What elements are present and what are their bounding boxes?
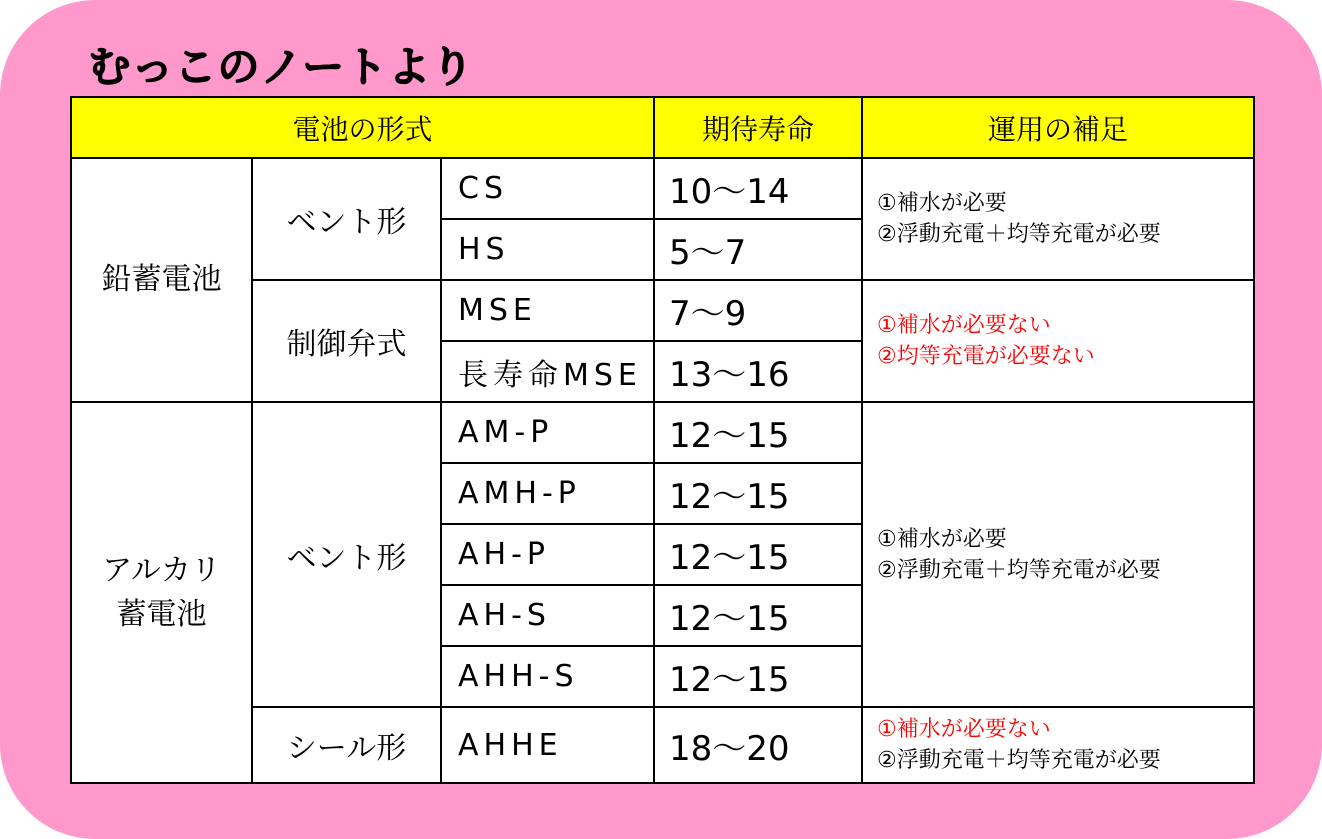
notes-alkaline-sealed (862, 707, 1254, 783)
note-line: ②浮動充電＋均等充電が必要 (877, 748, 1161, 773)
notes-alkaline-vent (862, 402, 1254, 707)
table-row (71, 158, 1254, 219)
form-lead-vent: ベント形 (252, 158, 441, 280)
model-cell: AM-P (441, 402, 654, 463)
life-cell: 18～20 (654, 707, 862, 783)
note-line: ①補水が必要ない (877, 313, 1051, 338)
life-cell: 12～15 (654, 463, 862, 524)
model-cell: AHH-S (441, 646, 654, 707)
header-notes: 運用の補足 (862, 97, 1254, 158)
notes-lead-vent (862, 158, 1254, 280)
model-cell: AH-P (441, 524, 654, 585)
group-alkaline-line1: アルカリ (102, 552, 221, 588)
model-cell: AH-S (441, 585, 654, 646)
group-alkaline (71, 402, 252, 783)
table-row (71, 402, 1254, 463)
header-type: 電池の形式 (71, 97, 654, 158)
model-cell: AMH-P (441, 463, 654, 524)
life-cell: 13～16 (654, 341, 862, 402)
group-lead: 鉛蓄電池 (71, 158, 252, 402)
note-line: ①補水が必要ない (877, 717, 1051, 742)
group-alkaline-line2: 蓄電池 (116, 596, 207, 632)
model-cell: CS (441, 158, 654, 219)
note-line: ②均等充電が必要ない (877, 344, 1095, 369)
model-cell: AHHE (441, 707, 654, 783)
model-cell: HS (441, 219, 654, 280)
life-cell: 10～14 (654, 158, 862, 219)
life-cell: 12～15 (654, 524, 862, 585)
model-cell: MSE (441, 280, 654, 341)
battery-table (70, 96, 1255, 784)
note-line: ②浮動充電＋均等充電が必要 (877, 222, 1161, 247)
form-alkaline-sealed: シール形 (252, 707, 441, 783)
life-cell: 7～9 (654, 280, 862, 341)
note-line: ①補水が必要 (877, 191, 1007, 216)
note-line: ②浮動充電＋均等充電が必要 (877, 557, 1161, 583)
life-cell: 12～15 (654, 585, 862, 646)
header-life: 期待寿命 (654, 97, 862, 158)
table-header-row (71, 97, 1254, 158)
form-lead-vrla: 制御弁式 (252, 280, 441, 402)
life-cell: 5～7 (654, 219, 862, 280)
life-cell: 12～15 (654, 402, 862, 463)
notes-lead-vrla (862, 280, 1254, 402)
life-cell: 12～15 (654, 646, 862, 707)
page-title: むっこのノートより (88, 42, 474, 91)
form-alkaline-vent: ベント形 (252, 402, 441, 707)
note-line: ①補水が必要 (877, 526, 1007, 552)
model-cell: 長寿命MSE (441, 341, 654, 402)
